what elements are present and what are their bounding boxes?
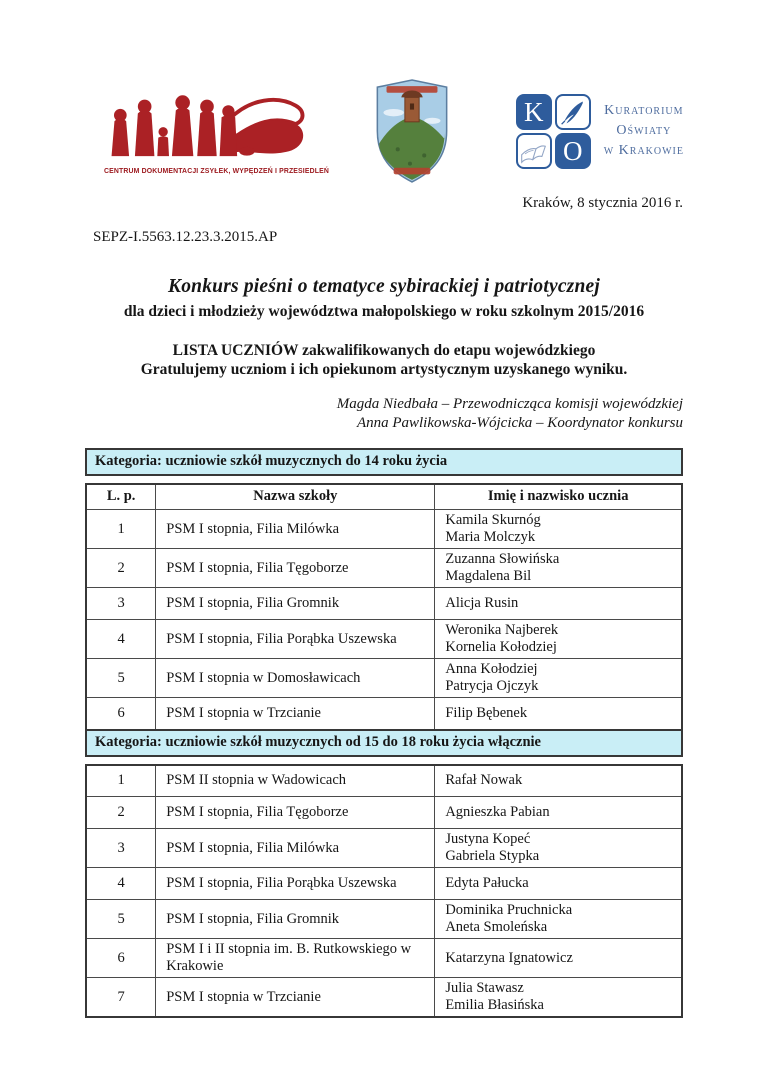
cell-students bbox=[435, 588, 682, 620]
cell-students bbox=[435, 939, 682, 978]
kuratorium-logo bbox=[516, 94, 684, 169]
student-name: Kornelia Kołodziej bbox=[445, 639, 557, 655]
table-row bbox=[86, 900, 682, 939]
table-row bbox=[86, 978, 682, 1018]
school-crest-logo bbox=[372, 78, 452, 184]
cell-students bbox=[435, 978, 682, 1018]
student-name: Dominika Pruchnicka bbox=[445, 902, 573, 918]
table-header bbox=[86, 484, 682, 510]
cell-school: PSM I stopnia, Filia Porąbka Uszewska bbox=[156, 868, 435, 900]
cell-students bbox=[435, 620, 682, 659]
cell-students bbox=[435, 765, 682, 797]
signature-coordinator: Anna Pawlikowska-Wójcicka – Koordynator konkursu bbox=[356, 414, 683, 431]
cell-students bbox=[435, 900, 682, 939]
student-name: Anna Kołodziej bbox=[445, 661, 538, 677]
document-title: Konkurs pieśni o tematyce sybirackiej i patriotycznej bbox=[168, 276, 600, 297]
quill-icon bbox=[555, 94, 591, 130]
cell-school: PSM I stopnia w Domosławicach bbox=[156, 659, 435, 698]
cell-school: PSM I stopnia, Filia Tęgoborze bbox=[156, 797, 435, 829]
student-name: Rafał Nowak bbox=[445, 772, 523, 789]
cdz-caption: CENTRUM DOKUMENTACJI ZSYŁEK, WYPĘDZEŃ I PRZESIEDLEŃ bbox=[104, 167, 329, 175]
cell-lp: 4 bbox=[86, 620, 156, 659]
category-heading-2: Kategoria: uczniowie szkół muzycznych od 15 do 18 roku życia włącznie bbox=[85, 729, 683, 757]
student-name: Kamila Skurnóg bbox=[445, 512, 541, 528]
kuratorium-line-1: Kuratorium bbox=[604, 102, 684, 118]
col-student: Imię i nazwisko ucznia bbox=[435, 484, 682, 510]
table-row bbox=[86, 510, 682, 549]
student-name: Patrycja Ojczyk bbox=[445, 678, 539, 694]
cell-lp: 5 bbox=[86, 900, 156, 939]
reference-number: SEPZ-I.5563.12.23.3.2015.AP bbox=[93, 229, 278, 245]
table-row bbox=[86, 939, 682, 978]
cell-school: PSM II stopnia w Wadowicach bbox=[156, 765, 435, 797]
student-name: Alicja Rusin bbox=[445, 595, 519, 611]
table-row bbox=[86, 588, 682, 620]
student-name: Emilia Błasińska bbox=[445, 997, 544, 1013]
table-row bbox=[86, 829, 682, 868]
ko-letter-o: O bbox=[555, 133, 591, 169]
header-logos bbox=[0, 0, 768, 186]
student-name: Weronika Najberek bbox=[445, 622, 559, 638]
cell-lp: 4 bbox=[86, 868, 156, 900]
cell-lp: 6 bbox=[86, 939, 156, 978]
col-lp: L. p. bbox=[86, 484, 156, 510]
list-heading: LISTA UCZNIÓW zakwalifikowanych do etapu wojewódzkiego bbox=[172, 342, 596, 359]
cell-lp: 1 bbox=[86, 510, 156, 549]
school-crest-icon bbox=[373, 78, 451, 184]
cell-students bbox=[435, 510, 682, 549]
date-line: Kraków, 8 stycznia 2016 r. bbox=[522, 195, 683, 211]
cell-lp: 3 bbox=[86, 829, 156, 868]
kuratorium-line-3: w Krakowie bbox=[603, 143, 684, 159]
ko-letter-k: K bbox=[516, 94, 552, 130]
student-name: Maria Molczyk bbox=[445, 529, 536, 545]
cell-school: PSM I stopnia, Filia Milówka bbox=[156, 510, 435, 549]
cell-students bbox=[435, 698, 682, 730]
cell-lp: 2 bbox=[86, 797, 156, 829]
col-school: Nazwa szkoły bbox=[156, 484, 435, 510]
student-name: Edyta Pałucka bbox=[445, 875, 529, 891]
open-book-icon bbox=[516, 133, 552, 169]
cell-students bbox=[435, 659, 682, 698]
cell-lp: 5 bbox=[86, 659, 156, 698]
signature-chairwoman: Magda Niedbała – Przewodnicząca komisji wojewódzkiej bbox=[336, 396, 683, 412]
cell-students bbox=[435, 868, 682, 900]
cell-lp: 2 bbox=[86, 549, 156, 588]
student-name: Zuzanna Słowińska bbox=[445, 551, 560, 567]
results-table-1 bbox=[85, 483, 683, 731]
table-body bbox=[86, 510, 682, 730]
cell-school: PSM I stopnia, Filia Gromnik bbox=[156, 900, 435, 939]
cell-school: PSM I stopnia, Filia Gromnik bbox=[156, 588, 435, 620]
results-table bbox=[85, 448, 683, 1019]
cell-lp: 3 bbox=[86, 588, 156, 620]
table-row bbox=[86, 765, 682, 797]
cell-lp: 1 bbox=[86, 765, 156, 797]
cell-school: PSM I stopnia, Filia Porąbka Uszewska bbox=[156, 620, 435, 659]
cell-school: PSM I stopnia w Trzcianie bbox=[156, 978, 435, 1018]
table-row bbox=[86, 659, 682, 698]
cell-students bbox=[435, 829, 682, 868]
kuratorium-line-2: Oświaty bbox=[616, 122, 672, 138]
cell-lp: 6 bbox=[86, 698, 156, 730]
ko-tiles bbox=[516, 94, 591, 169]
table-header-row bbox=[86, 484, 682, 510]
document-subtitle: dla dzieci i młodzieży województwa małopolskiego w roku szkolnym 2015/2016 bbox=[123, 303, 645, 320]
table-row bbox=[86, 549, 682, 588]
congratulations-line: Gratulujemy uczniom i ich opiekunom artystycznym uzyskanego wyniku. bbox=[140, 361, 628, 378]
cell-school: PSM I stopnia, Filia Milówka bbox=[156, 829, 435, 868]
student-name: Aneta Smoleńska bbox=[445, 919, 548, 935]
cell-lp: 7 bbox=[86, 978, 156, 1018]
signatures bbox=[0, 395, 768, 433]
cell-students bbox=[435, 797, 682, 829]
student-name: Julia Stawasz bbox=[445, 980, 524, 996]
cdz-logo bbox=[104, 88, 329, 175]
student-name: Gabriela Stypka bbox=[445, 848, 540, 864]
cell-school: PSM I i II stopnia im. B. Rutkowskiego w Krakowie bbox=[156, 939, 435, 978]
cell-school: PSM I stopnia w Trzcianie bbox=[156, 698, 435, 730]
cell-school: PSM I stopnia, Filia Tęgoborze bbox=[156, 549, 435, 588]
cell-students bbox=[435, 549, 682, 588]
table-row bbox=[86, 698, 682, 730]
category-heading-1: Kategoria: uczniowie szkół muzycznych do 14 roku życia bbox=[85, 448, 683, 476]
table-body bbox=[86, 765, 682, 1018]
table-row bbox=[86, 868, 682, 900]
table-row bbox=[86, 620, 682, 659]
results-table-2 bbox=[85, 764, 683, 1019]
student-name: Magdalena Bil bbox=[445, 568, 532, 584]
student-name: Justyna Kopeć bbox=[445, 831, 531, 847]
student-name: Katarzyna Ignatowicz bbox=[445, 949, 573, 966]
deportees-flag-icon bbox=[104, 88, 308, 162]
table-row bbox=[86, 797, 682, 829]
kuratorium-name bbox=[604, 101, 684, 162]
student-name: Agnieszka Pabian bbox=[445, 804, 550, 820]
student-name: Filip Bębenek bbox=[445, 704, 528, 721]
